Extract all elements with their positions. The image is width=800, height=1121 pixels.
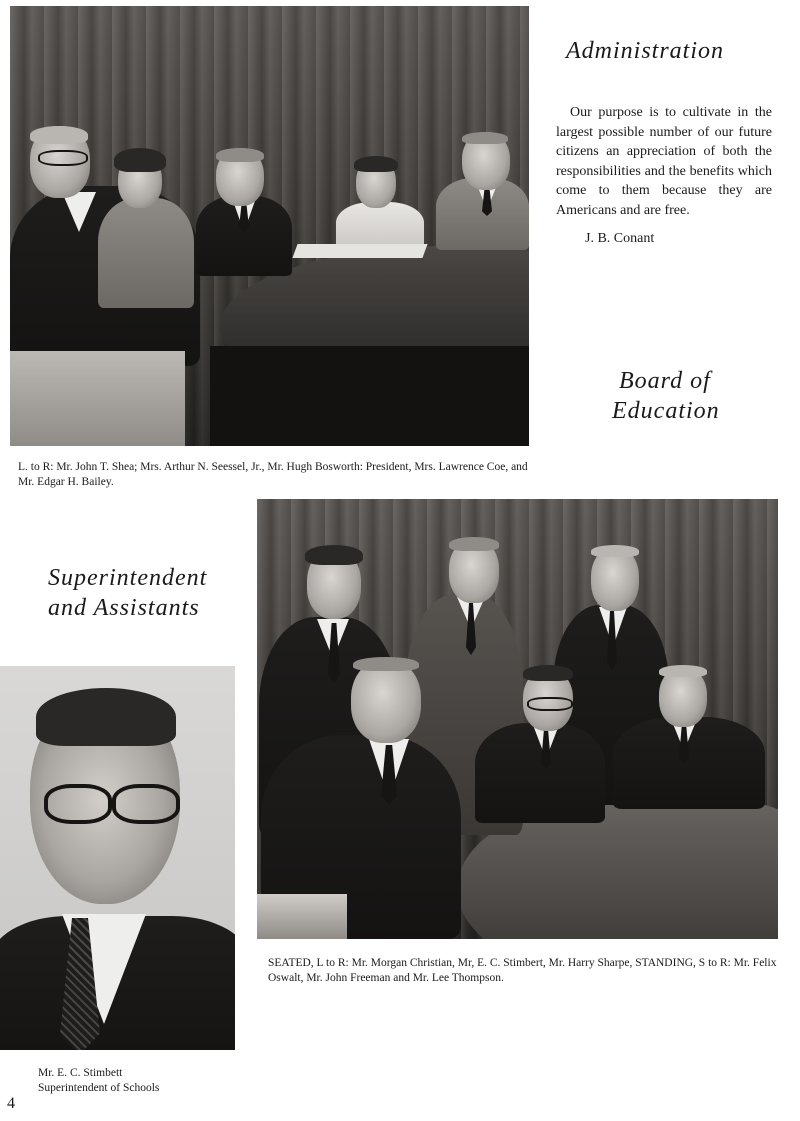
portrait-name: Mr. E. C. Stimbett	[38, 1067, 123, 1079]
table-base	[210, 346, 529, 446]
conant-quote: Our purpose is to cultivate in the largest possible number of our future citizens an appreciation of both the responsibilities and the benefits which come to them because they are Americans and are free.	[556, 105, 772, 218]
portrait-glasses-right	[112, 784, 180, 824]
quote-author: J. B. Conant	[585, 231, 655, 246]
portrait-hair	[36, 688, 176, 746]
board-heading-line-2: Education	[612, 398, 720, 424]
portrait-title: Superintendent of Schools	[38, 1082, 160, 1094]
board-heading-line-1: Board of	[619, 368, 711, 394]
papers	[292, 244, 427, 258]
assistants-group-photo	[257, 499, 778, 939]
chair	[257, 894, 347, 939]
portrait-glasses-left	[44, 784, 112, 824]
page-number: 4	[7, 1095, 15, 1112]
board-photo-caption: L. to R: Mr. John T. Shea; Mrs. Arthur N. Seessel, Jr., Mr. Hugh Bosworth: President, Mrs. Lawrence Coe, and Mr. Edgar H. Bailey.	[18, 461, 528, 488]
chair	[10, 351, 185, 446]
super-heading-line-2: and Assistants	[48, 595, 200, 621]
board-of-education-heading	[612, 366, 722, 426]
assistants-photo-caption: SEATED, L to R: Mr. Morgan Christian, Mr, E. C. Stimbert, Mr. Harry Sharpe, STANDING, S to R: Mr. Felix Oswalt, Mr. John Freeman and Mr. Lee Thompson.	[268, 957, 777, 984]
board-of-education-photo	[10, 6, 529, 446]
superintendent-portrait	[0, 666, 235, 1050]
administration-heading: Administration	[566, 38, 725, 64]
portrait-caption	[38, 1066, 238, 1096]
superintendent-heading	[48, 563, 207, 623]
super-heading-line-1: Superintendent	[48, 565, 208, 591]
